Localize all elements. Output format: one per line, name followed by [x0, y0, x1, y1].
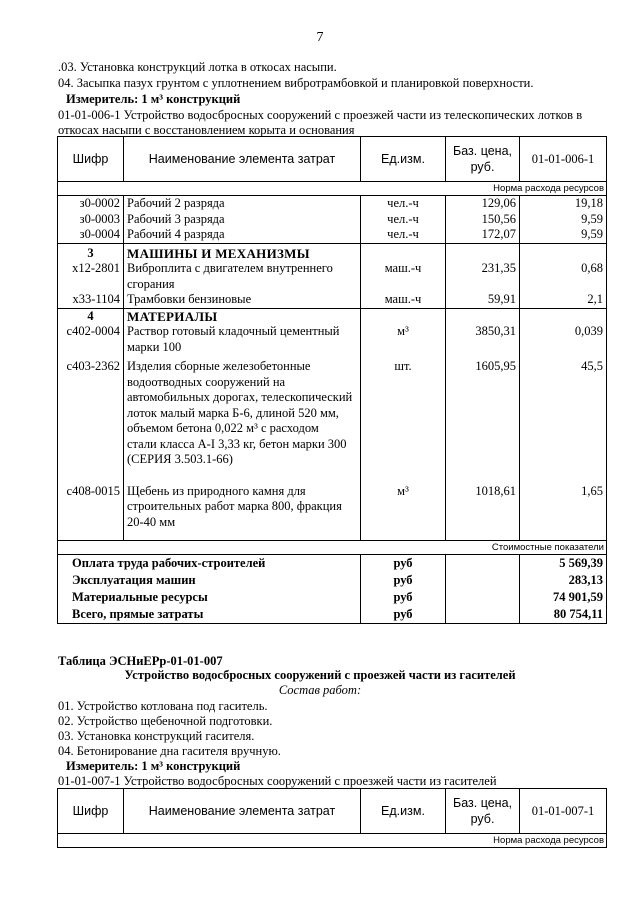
norm-label: Норма расхода ресурсов: [58, 834, 607, 848]
section-header-materials: 4 МАТЕРИАЛЫ: [58, 308, 607, 324]
measure-label: Измеритель: 1 м³ конструкций: [66, 759, 241, 773]
summary-row: Оплата труда рабочих-строителей руб 5 569,39: [58, 555, 607, 573]
table-row: з0-0004 Рабочий 4 разряда чел.-ч 172,07 9,59: [58, 227, 607, 243]
header-name: Наименование элемента затрат: [124, 137, 361, 182]
summary-row: Эксплуатация машин руб 283,13: [58, 572, 607, 589]
header-price: Баз. цена, руб.: [446, 137, 520, 182]
item-description: 01-01-007-1 Устройство водосбросных сооружений с проезжей части из гасителей: [58, 774, 497, 788]
header-unit: Ед.изм.: [361, 137, 446, 182]
summary-row: Всего, прямые затраты руб 80 754,11: [58, 606, 607, 624]
page-number: 7: [316, 30, 324, 45]
table-row: с402-0004 Раствор готовый кладочный цементный марки 100 м³ 3850,31 0,039: [58, 324, 607, 355]
norm-label: Норма расхода ресурсов: [58, 182, 607, 196]
table-row: з0-0003 Рабочий 3 разряда чел.-ч 150,56 9,59: [58, 212, 607, 228]
item-description-line2: откосах насыпи с восстановлением корыта и основания: [58, 123, 355, 137]
work-item: 01. Устройство котлована под гаситель.: [58, 699, 268, 713]
table-header-row: [58, 789, 607, 834]
header-norm-code: 01-01-006-1: [520, 137, 607, 182]
norm-label-row: [58, 834, 607, 848]
table-header-row: [58, 137, 607, 182]
header-price: Баз. цена, руб.: [446, 789, 520, 834]
header-unit: Ед.изм.: [361, 789, 446, 834]
table-row: х33-1104 Трамбовки бензиновые маш.-ч 59,91 2,1: [58, 292, 607, 308]
table-row: с408-0015 Щебень из природного камня для строительных работ марка 800, фракция 20-40 мм м³ 1018,61 1,65: [58, 468, 607, 531]
section-header-machines: 3 МАШИНЫ И МЕХАНИЗМЫ: [58, 243, 607, 261]
resource-table-2: [57, 788, 607, 848]
work-item: 02. Устройство щебеночной подготовки.: [58, 714, 273, 728]
works-label: Состав работ:: [278, 683, 362, 697]
header-code: Шифр: [58, 137, 124, 182]
resource-table-1: [57, 136, 607, 624]
table2-title: Таблица ЭСНиЕРр-01-01-007: [58, 654, 223, 668]
work-item: 03. Установка конструкций гасителя.: [58, 729, 255, 743]
norm-label-row: [58, 182, 607, 196]
header-norm-code: 01-01-007-1: [520, 789, 607, 834]
table-row: х12-2801 Виброплита с двигателем внутреннего сгорания маш.-ч 231,35 0,68: [58, 261, 607, 292]
table-row: с403-2362 Изделия сборные железобетонные водоотводных сооружений на автомобильных дорогах, телескопический лоток малый марка Б-6, длиной 520 мм, объемом бетона 0,022 м³ с расходом стали класса А-I 3,33 кг, бетон марки 300 (СЕРИЯ 3.503.1-66) шт. 1605,95 45,5: [58, 355, 607, 468]
table2-subtitle: Устройство водосбросных сооружений с проезжей части из гасителей: [124, 668, 516, 682]
work-item: 04. Бетонирование дна гасителя вручную.: [58, 744, 281, 758]
cost-label: Стоимостные показатели: [58, 541, 607, 555]
header-code: Шифр: [58, 789, 124, 834]
cost-label-row: [58, 541, 607, 555]
summary-row: Материальные ресурсы руб 74 901,59: [58, 589, 607, 606]
header-name: Наименование элемента затрат: [124, 789, 361, 834]
table-row: з0-0002 Рабочий 2 разряда чел.-ч 129,06 19,18: [58, 196, 607, 212]
work-item-04: 04. Засыпка пазух грунтом с уплотнением вибротрамбовкой и планировкой поверхности.: [58, 76, 534, 90]
work-item-03: .03. Установка конструкций лотка в откосах насыпи.: [58, 60, 337, 74]
measure-label: Измеритель: 1 м³ конструкций: [66, 92, 241, 106]
item-description-line1: 01-01-006-1 Устройство водосбросных сооружений с проезжей части из телескопических лотков в: [58, 108, 583, 122]
